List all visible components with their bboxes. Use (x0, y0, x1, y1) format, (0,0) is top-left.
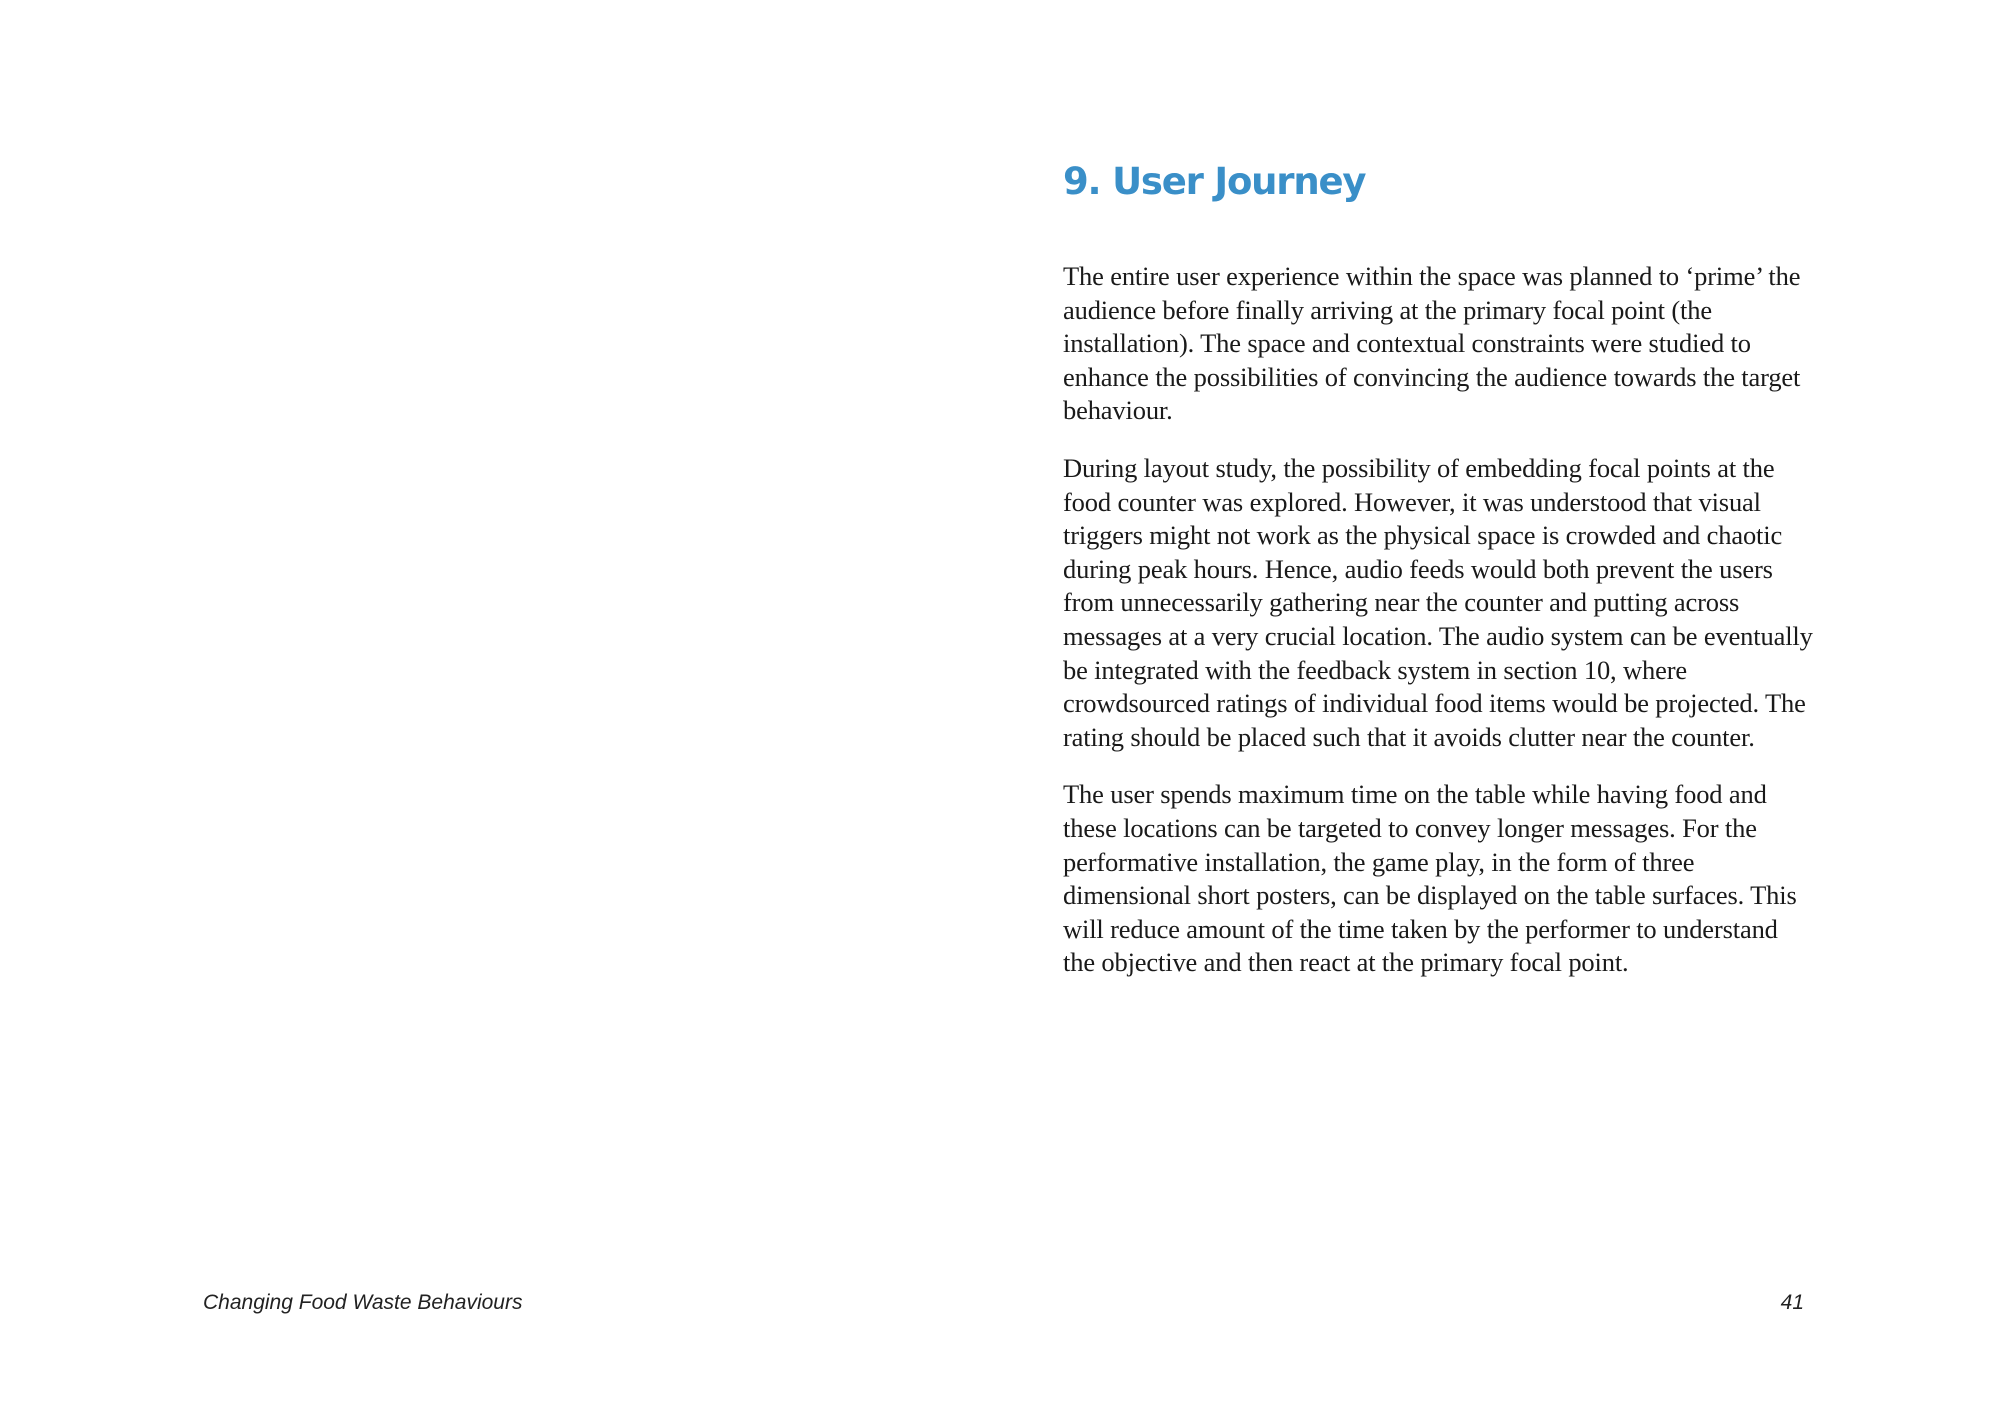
body-paragraph-1: The entire user experience within the space was planned to ‘prime’ the audience before finally arriving at the primary focal point (the installation). The space and contextual constraints were studied to enhance the possibilities of convincing the audience towards the target behaviour. (1063, 261, 1801, 426)
footer-document-title: Changing Food Waste Behaviours (203, 1291, 523, 1314)
section-body (1063, 260, 1815, 1004)
body-paragraph-2: During layout study, the possibility of embedding focal points at the food counter was explored. However, it was understood that visual triggers might not work as the physical space is crowded and chaotic during peak hours. Hence, audio feeds would both prevent the users from unnecessarily gathering near the counter and putting across messages at a very crucial location. The audio system can be eventually be integrated with the feedback system in section 10, where crowdsourced ratings of individual food items would be projected. The rating should be placed such that it avoids clutter near the counter. (1063, 452, 1813, 752)
page-number: 41 (1780, 1291, 1804, 1314)
body-paragraph-3: The user spends maximum time on the table while having food and these locations can be targeted to convey longer messages. For the performative installation, the game play, in the form of three dimensional short posters, can be displayed on the table surfaces. This will reduce amount of the time taken by the performer to understand the objective and then react at the primary focal point. (1063, 779, 1797, 978)
right-page (1000, 0, 2000, 1414)
section-heading: 9. User Journey (1063, 160, 1366, 203)
